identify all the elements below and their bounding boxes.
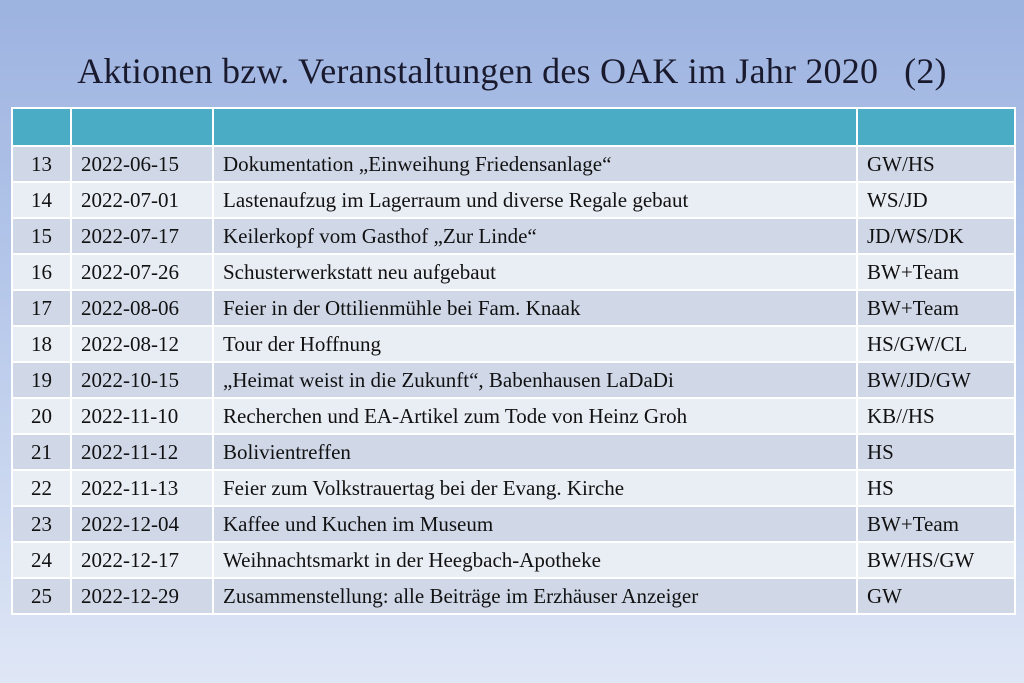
- row-responsible: BW/JD/GW: [857, 362, 1015, 398]
- row-number: 23: [12, 506, 71, 542]
- row-number: 19: [12, 362, 71, 398]
- row-responsible: BW+Team: [857, 254, 1015, 290]
- row-date: 2022-06-15: [71, 146, 213, 182]
- row-responsible: WS/JD: [857, 182, 1015, 218]
- row-responsible: GW/HS: [857, 146, 1015, 182]
- table-row: [12, 398, 1015, 434]
- events-table-header: [12, 108, 1015, 146]
- table-row: [12, 434, 1015, 470]
- row-date: 2022-07-17: [71, 218, 213, 254]
- events-table: [11, 107, 1016, 615]
- row-number: 20: [12, 398, 71, 434]
- row-responsible: HS: [857, 434, 1015, 470]
- row-description: Dokumentation „Einweihung Friedensanlage“: [213, 146, 857, 182]
- row-responsible: BW+Team: [857, 290, 1015, 326]
- row-description: Lastenaufzug im Lagerraum und diverse Regale gebaut: [213, 182, 857, 218]
- header-cell-responsible: [857, 108, 1015, 146]
- row-date: 2022-11-12: [71, 434, 213, 470]
- row-number: 25: [12, 578, 71, 614]
- row-description: Keilerkopf vom Gasthof „Zur Linde“: [213, 218, 857, 254]
- table-row: [12, 290, 1015, 326]
- table-row: [12, 254, 1015, 290]
- table-row: [12, 218, 1015, 254]
- table-row: [12, 146, 1015, 182]
- row-description: Bolivientreffen: [213, 434, 857, 470]
- row-date: 2022-08-06: [71, 290, 213, 326]
- row-date: 2022-12-17: [71, 542, 213, 578]
- row-number: 14: [12, 182, 71, 218]
- row-description: „Heimat weist in die Zukunft“, Babenhausen LaDaDi: [213, 362, 857, 398]
- row-number: 17: [12, 290, 71, 326]
- row-number: 13: [12, 146, 71, 182]
- table-row: [12, 578, 1015, 614]
- row-description: Zusammenstellung: alle Beiträge im Erzhäuser Anzeiger: [213, 578, 857, 614]
- row-number: 15: [12, 218, 71, 254]
- row-responsible: BW/HS/GW: [857, 542, 1015, 578]
- row-description: Feier in der Ottilienmühle bei Fam. Knaak: [213, 290, 857, 326]
- header-row: [12, 108, 1015, 146]
- row-date: 2022-08-12: [71, 326, 213, 362]
- row-date: 2022-12-04: [71, 506, 213, 542]
- events-table-body: [12, 146, 1015, 614]
- row-number: 16: [12, 254, 71, 290]
- row-responsible: KB//HS: [857, 398, 1015, 434]
- table-row: [12, 506, 1015, 542]
- row-description: Kaffee und Kuchen im Museum: [213, 506, 857, 542]
- slide-title: [0, 50, 1024, 92]
- table-row: [12, 542, 1015, 578]
- row-date: 2022-10-15: [71, 362, 213, 398]
- table-row: [12, 470, 1015, 506]
- row-description: Feier zum Volkstrauertag bei der Evang. Kirche: [213, 470, 857, 506]
- row-responsible: HS/GW/CL: [857, 326, 1015, 362]
- row-number: 21: [12, 434, 71, 470]
- row-description: Weihnachtsmarkt in der Heegbach-Apotheke: [213, 542, 857, 578]
- row-description: Schusterwerkstatt neu aufgebaut: [213, 254, 857, 290]
- row-date: 2022-11-13: [71, 470, 213, 506]
- slide-title-text: Aktionen bzw. Veranstaltungen des OAK im Jahr 2020: [77, 51, 879, 91]
- row-responsible: GW: [857, 578, 1015, 614]
- row-responsible: HS: [857, 470, 1015, 506]
- row-description: Recherchen und EA-Artikel zum Tode von Heinz Groh: [213, 398, 857, 434]
- slide-title-part-number: (2): [904, 51, 947, 91]
- row-number: 22: [12, 470, 71, 506]
- header-cell-description: [213, 108, 857, 146]
- table-row: [12, 182, 1015, 218]
- table-row: [12, 326, 1015, 362]
- row-responsible: BW+Team: [857, 506, 1015, 542]
- row-number: 24: [12, 542, 71, 578]
- row-description: Tour der Hoffnung: [213, 326, 857, 362]
- row-number: 18: [12, 326, 71, 362]
- header-cell-number: [12, 108, 71, 146]
- row-date: 2022-11-10: [71, 398, 213, 434]
- row-date: 2022-07-26: [71, 254, 213, 290]
- row-date: 2022-07-01: [71, 182, 213, 218]
- header-cell-date: [71, 108, 213, 146]
- row-date: 2022-12-29: [71, 578, 213, 614]
- row-responsible: JD/WS/DK: [857, 218, 1015, 254]
- table-row: [12, 362, 1015, 398]
